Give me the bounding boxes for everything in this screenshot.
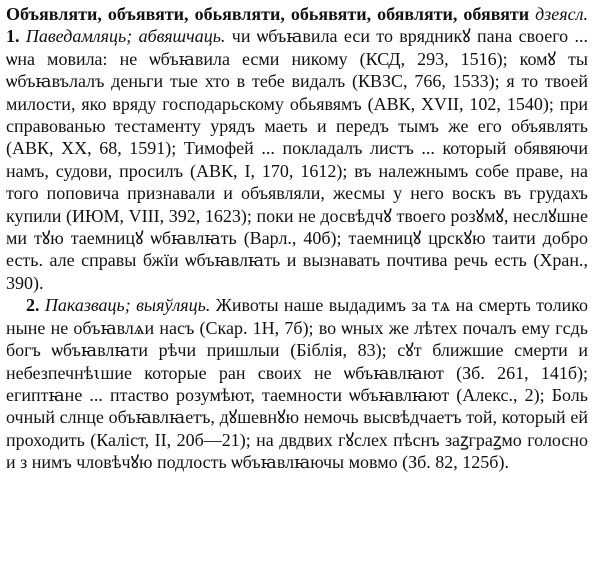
dictionary-entry xyxy=(6,3,588,474)
sense-2-paragraph xyxy=(6,294,588,473)
sense-1-number: 1. xyxy=(6,26,20,47)
sense-2-number: 2. xyxy=(26,295,40,316)
sense-1-citations: чи ѡбъꙗвила еси то врядникꙋ пана своего ... ѡна мовила: не ѡбъꙗвила есми никому (КСД, 293, 1516); комꙋ ты ѡбъꙗвълалъ деньги тые хто в тебе видалъ (КВЗС, 766, 1533); я то твоей милости, яко вряду господарьскому обьявямъ (АВК, XVII, 102, 1540); при справованью тестаменту урядъ маеть и передъ тымъ же его объявлять (АВК, XX, 68, 1591); Тимофей ... покладалъ листъ ... который обявяючи намъ, судови, просилъ (АВК, I, 170, 1612); въ належнымъ собе праве, на того поповича признавали и объявляли, жесмы у него воскъ въ грудахъ купили (ИЮМ, VIII, 392, 1623); поки не досвѣдчꙋ твоего розꙋмꙋ, неслꙋшне ми тꙋю таемницꙋ ѡбꙗвлꙗть (Варл., 40б); таемницꙋ црскꙋю таити добро есть. але справы бжїи ѡбъꙗвлꙗть и вызнавать почтива речь есть (Хран., 390). xyxy=(6,26,589,293)
entry-headwords: Объявляти, объявяти, обьявляти, обьявяти, обявляти, обявяти xyxy=(6,4,530,24)
sense-1-paragraph xyxy=(6,3,588,294)
part-of-speech: дзеясл. xyxy=(535,4,588,24)
sense-2-gloss: Паказваць; выяўляць. xyxy=(44,295,211,316)
sense-1-gloss: Паведамляць; абвяшчаць. xyxy=(25,26,226,47)
sense-2-citations: Животы наше выдадимъ за тѧ на смерть толико ныне не объꙗвлѧи насъ (Скар. 1Н, 7б); во ѡных же лѣтех почалъ ему гсдь богъ ѡбъꙗвлꙗти рѣчи пришлыи (Біблія, 83); сꙋт ближшие смерти и небезпечнѣꙇшие которые ран своих не ѡбъꙗвлꙗют (Зб. 261, 141б); египтꙗне ... птаство розумѣют, таемности ѡбъꙗвлꙗют (Алекс., 2); Боль очный слнце объꙗвлꙗетъ, дꙋшевнꙋю немочь высвѣдчаетъ той, который ей проходить (Каліст, II, 20б—21); на двдвих гꙋслех пѣснъ заꙁграꙁмо голосно и з нимъ чловѣчꙋю подлость ѡбъꙗвлꙗючы мовмо (Зб. 82, 125б). xyxy=(6,295,589,473)
